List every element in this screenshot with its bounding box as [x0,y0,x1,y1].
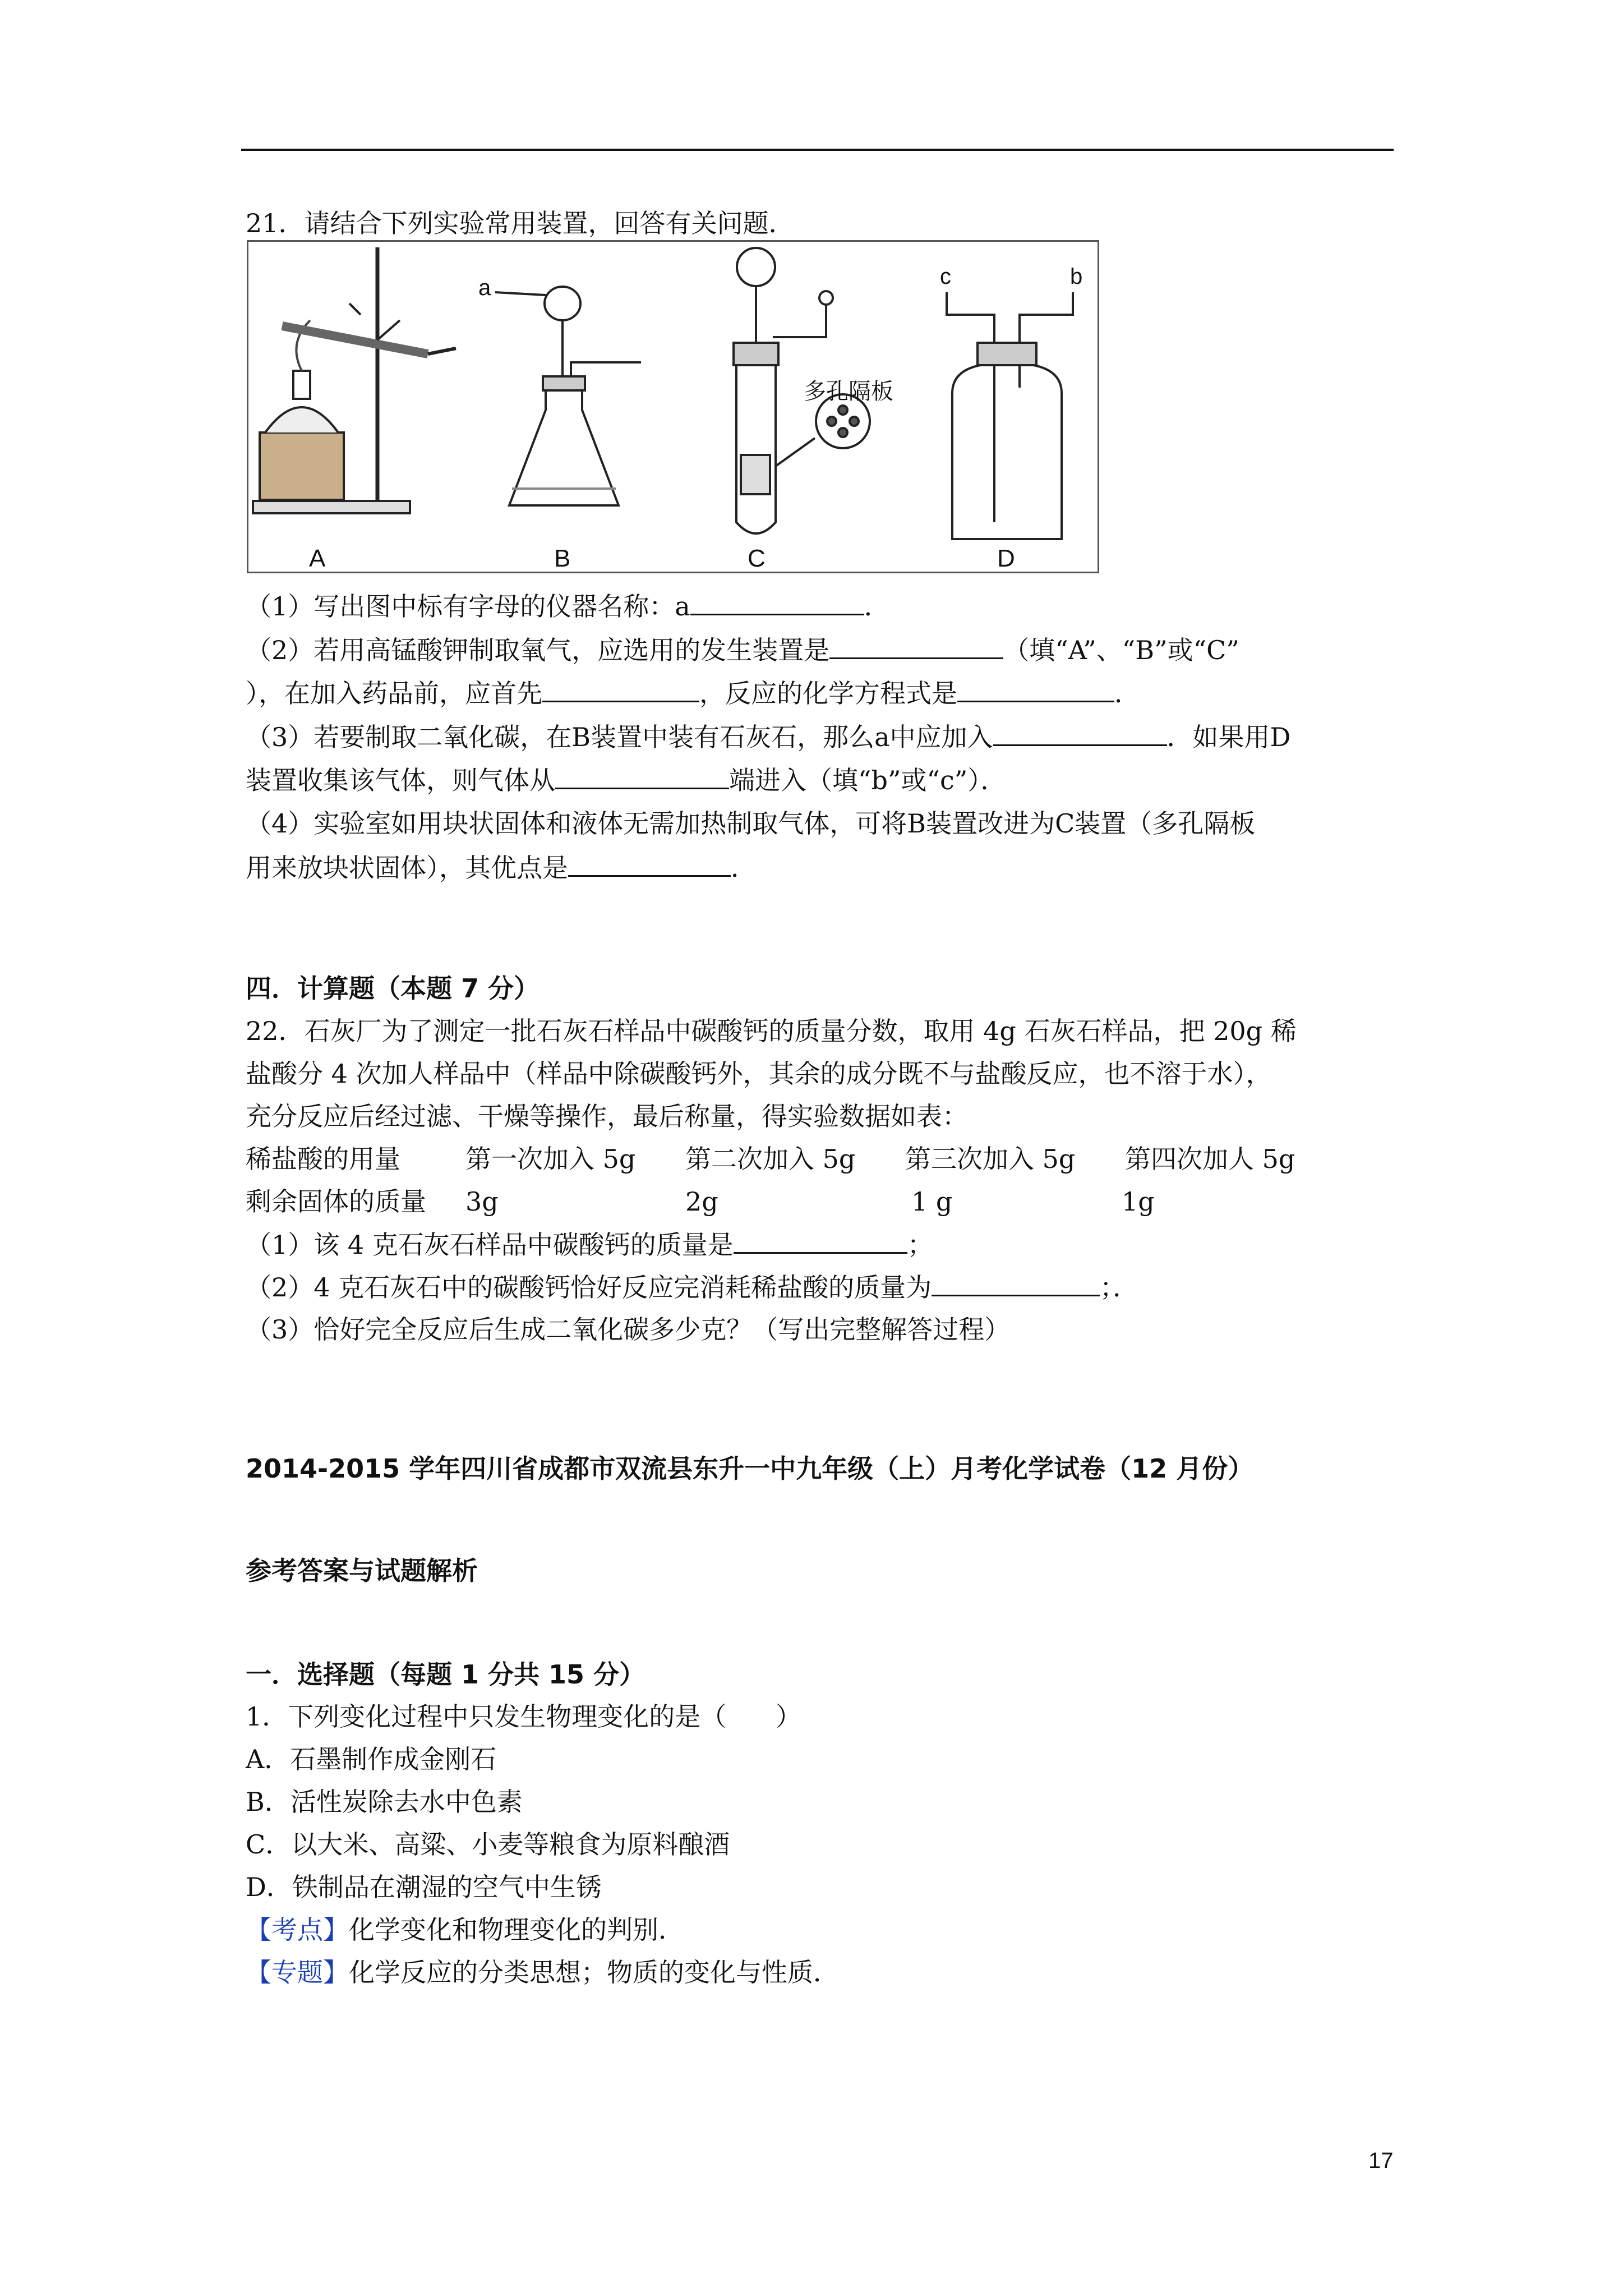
q22-line2: 盐酸分 4 次加人样品中（样品中除碳酸钙外，其余的成分既不与盐酸反应，也不溶于水）， [246,1059,1272,1089]
q21-part4-line2: 用来放块状固体），其优点是 ． [246,850,757,885]
q21-part2: （2）若用高锰酸钾制取氧气，应选用的发生装置是 （填“A”、“B”或“C” [246,633,1239,667]
answer-blank[interactable] [829,633,1003,659]
table-cell: 第四次加人 5g [1125,1144,1295,1174]
apparatus-figure [247,240,1099,573]
q22-line1: 22．石灰厂为了测定一批石灰石样品中碳酸钙的质量分数，取用 4g 石灰石样品，把 20g 稀 [246,1016,1297,1046]
figure-label-a: A [309,545,326,572]
zhuanti-line: 【专题】化学反应的分类思想；物质的变化与性质． [246,1957,839,1987]
q22-line3: 充分反应后经过滤、干燥等操作，最后称量，得实验数据如表： [246,1101,968,1131]
table-cell: 3g [465,1186,499,1217]
q22-part3: （3）恰好完全反应后生成二氧化碳多少克？（写出完整解答过程） [246,1314,1011,1345]
figure-label-c: C [748,545,766,572]
q21-title: 21．请结合下列实验常用装置，回答有关问题． [246,208,795,238]
table-cell: 第一次加入 5g [465,1144,636,1174]
answer-blank[interactable] [734,1227,907,1254]
answer-blank[interactable] [993,720,1167,746]
figure-plate-label: 多孔隔板 [804,379,893,404]
figure-letter-a: a [478,275,491,300]
q21-part3: （3）若要制取二氧化碳，在B装置中装有石灰石，那么a中应加入 ．如果用D [246,720,1290,754]
section1-heading: 一．选择题（每题 1 分共 15 分） [246,1659,645,1690]
table-cell: 1 g [911,1186,953,1217]
answer-blank[interactable] [568,850,731,877]
table-cell: 稀盐酸的用量 [246,1144,400,1174]
q21-part1: （1）写出图中标有字母的仪器名称：a ． [246,589,890,623]
kaodian-tag: 【考点】 [246,1915,349,1945]
q1-option-c: C．以大米、高粱、小麦等粮食为原料酿酒 [246,1829,730,1860]
answer-blank[interactable] [932,1270,1100,1296]
table-cell: 1g [1122,1186,1155,1217]
q1-option-b: B．活性炭除去水中色素 [246,1787,523,1817]
apparatus-b [495,287,641,505]
answer-blank[interactable] [957,676,1114,702]
q22-part2: （2）4 克石灰石中的碳酸钙恰好反应完消耗稀盐酸的质量为 ；． [246,1270,1138,1304]
q21-part4-line1: （4）实验室如用块状固体和液体无需加热制取气体，可将B装置改进为C装置（多孔隔板 [246,808,1256,839]
answers-subtitle: 参考答案与试题解析 [246,1556,478,1586]
exam-title: 2014-2015 学年四川省成都市双流县东升一中九年级（上）月考化学试卷（12 月份） [246,1453,1254,1484]
section4-heading: 四．计算题（本题 7 分） [246,973,540,1004]
kaodian-line: 【考点】化学变化和物理变化的判别． [246,1915,684,1945]
q22-part1: （1）该 4 克石灰石样品中碳酸钙的质量是 ； [246,1227,933,1262]
q1-option-a: A．石墨制作成金刚石 [246,1744,497,1774]
figure-label-d: D [997,545,1015,572]
q1-text: 1．下列变化过程中只发生物理变化的是（ ） [246,1701,801,1732]
table-cell: 第三次加入 5g [905,1144,1076,1174]
figure-letter-b: b [1070,264,1083,289]
table-cell: 第二次加入 5g [685,1144,856,1174]
answer-blank[interactable] [555,763,729,789]
table-cell: 2g [685,1186,718,1217]
figure-letter-c: c [940,264,951,289]
q21-part2b: ），在加入药品前，应首先 ，反应的化学方程式是 ． [246,676,1140,710]
q21-part3b: 装置收集该气体，则气体从 端进入（填“b”或“c”）． [246,763,1006,797]
apparatus-d [947,292,1073,539]
answer-blank[interactable] [542,676,699,702]
apparatus-a [253,247,456,513]
figure-label-b: B [554,545,571,572]
q1-option-d: D．铁制品在潮湿的空气中生锈 [246,1872,602,1902]
page-number: 17 [1368,2148,1394,2173]
apparatus-diagram [248,242,1098,572]
zhuanti-tag: 【专题】 [246,1957,349,1987]
table-cell: 剩余固体的质量 [246,1186,426,1217]
header-rule [241,149,1394,151]
answer-blank[interactable] [690,589,864,615]
